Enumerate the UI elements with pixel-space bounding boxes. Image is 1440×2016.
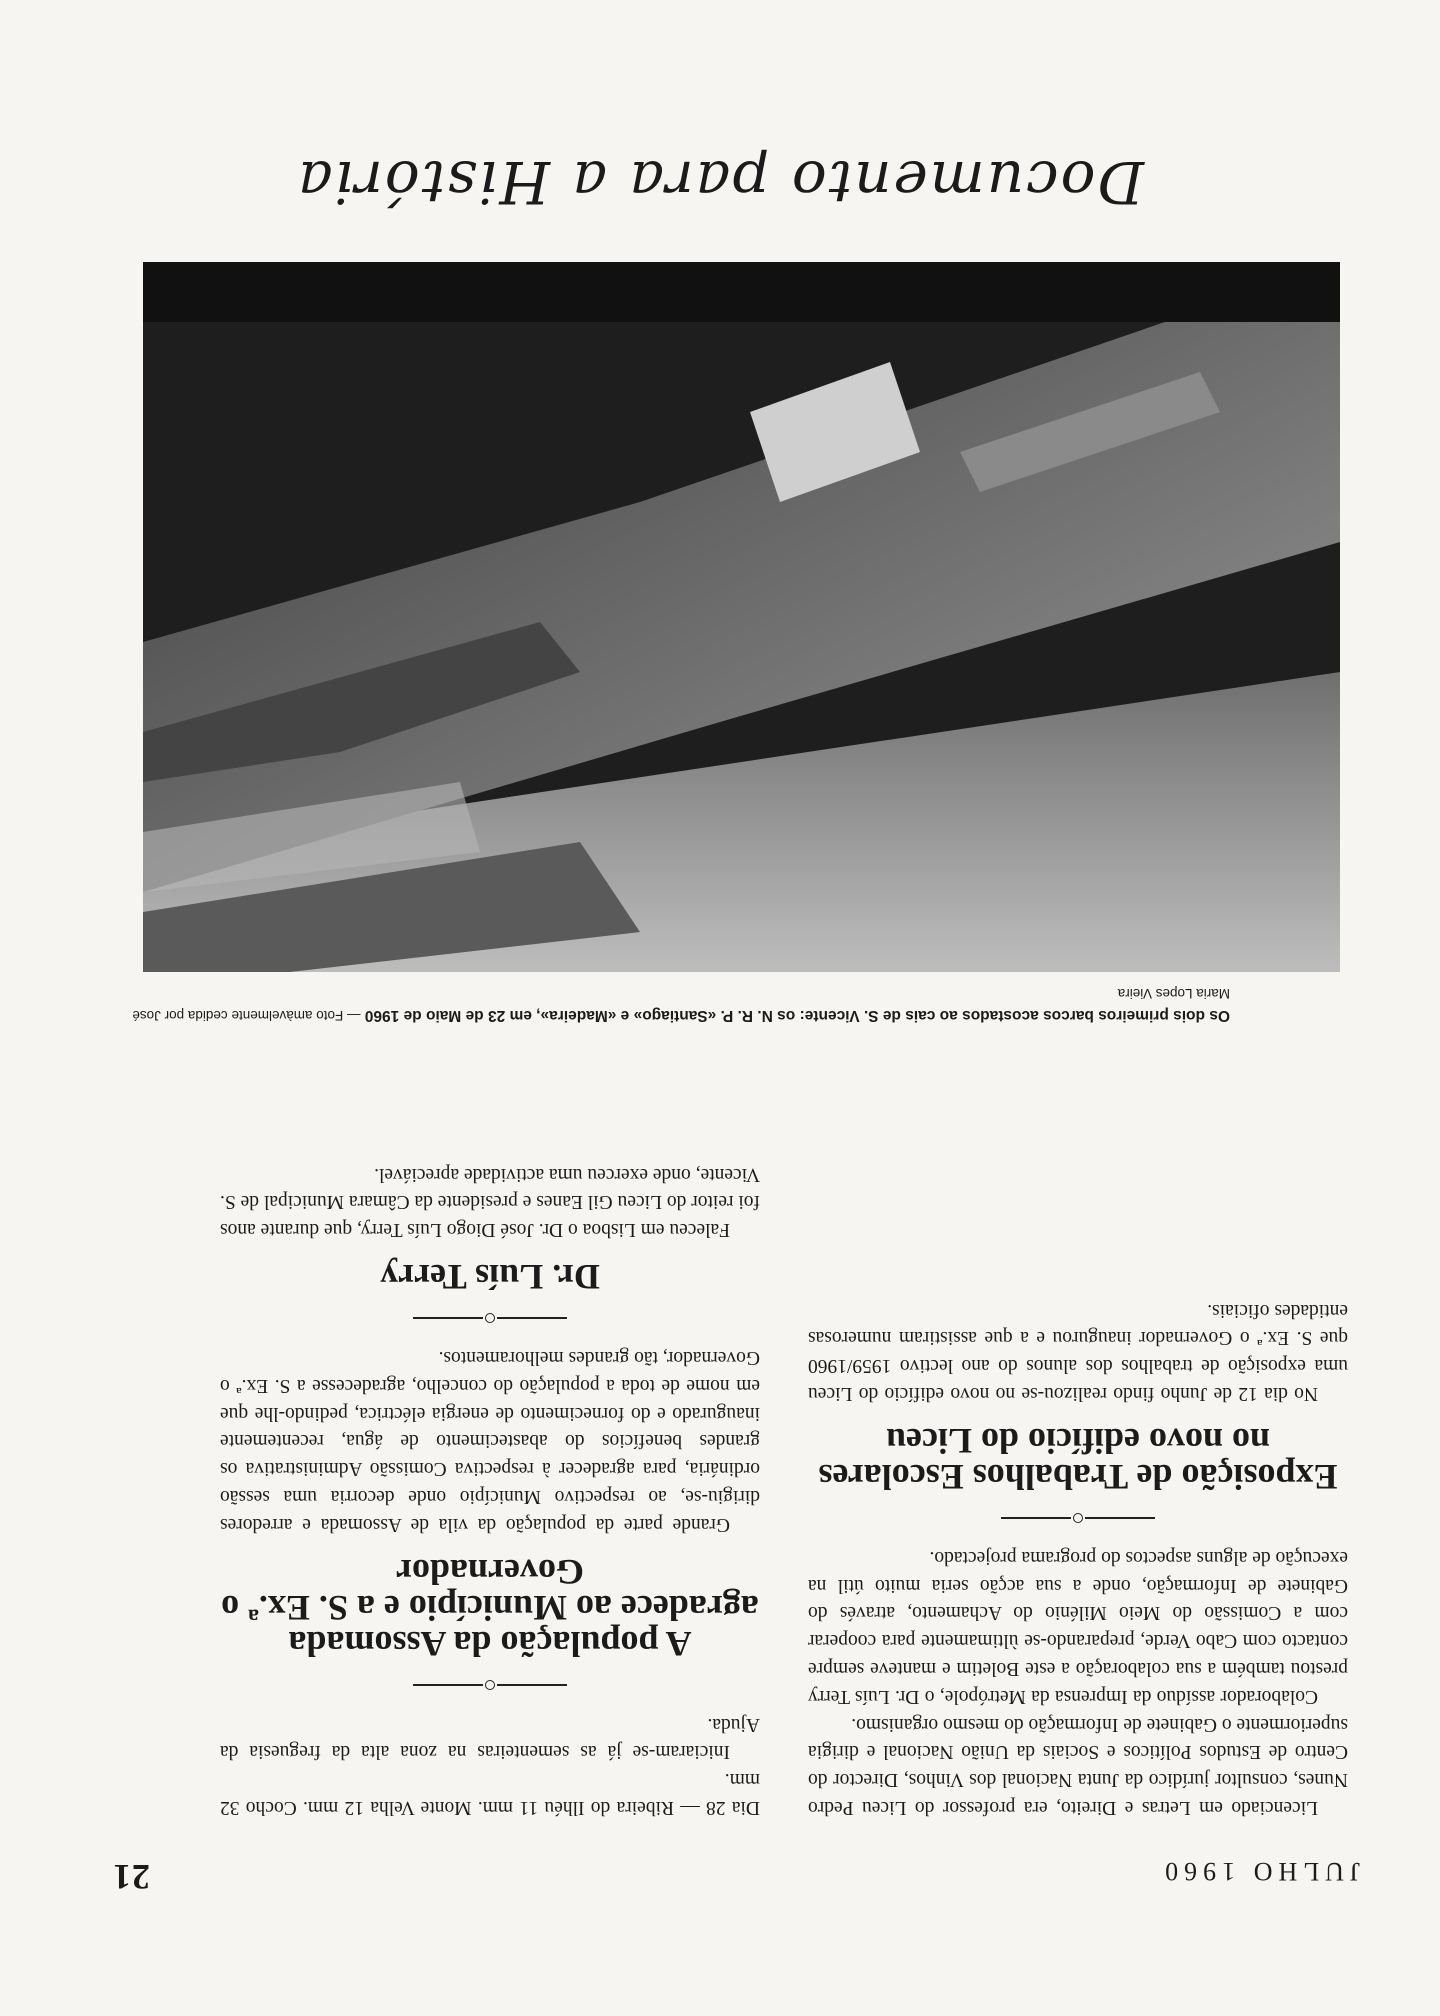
right-column	[808, 1296, 1348, 1821]
harbour-photograph	[143, 262, 1340, 972]
caption-credit: — Foto amàvelmente cedida por José Maria Lopes Vieira	[132, 986, 1230, 1023]
headline-assomada: A população da Assomada agradece ao Município e a S. Ex.ª o Governador	[221, 1551, 759, 1664]
footer-script-title: Documento para a História	[295, 148, 1145, 216]
article-paragraph: Colaborador assíduo da Imprensa da Metrópole, o Dr. Luís Terry prestou também a sua colaboração a este Boletim e manteve sempre contacto com Cabo Verde, preparando-se ùltimamente para cooperar com a Comissão do Meio Milénio do Achamento, através do Gabinete de Informação, onde a sua acção seria muito útil na execução de alguns aspectos do programa projectado.	[808, 1546, 1348, 1707]
article-paragraph: Licenciado em Letras e Direito, era professor do Liceu Pedro Nunes, consultor jurídico da Junta Nacional dos Vinhos, Director do Centro de Estudos Políticos e Sociais da União Nacional e dirigia superiormente o Gabinete de Informação do mesmo organismo.	[808, 1713, 1348, 1818]
headline-exposicao: Exposição de Trabalhos Escolares no novo edifício do Liceu	[818, 1421, 1338, 1498]
article-paragraph: No dia 12 de Junho findo realizou-se no novo edifício do Liceu uma exposição de trabalhos dos alunos do ano lectivo 1959/1960 que S. Ex.ª o Governador inaugurou e a que assistiram numerosas entidades oficiais.	[808, 1299, 1348, 1405]
article-paragraph: Grande parte da população da vila de Assomada e arredores dirigiu-se, ao respectivo Município onde decorria uma sessão ordinária, para agradecer à respectiva Comissão Administrativa os grandes benefícios do abastecimento de água, recentemente inaugurado e do fornecimento de energia eléctrica, pedindo-lhe que em nome de toda a população do concelho, agradecesse a S. Ex.ª o Governador, tão grandes melhoramentos.	[220, 1347, 760, 1535]
section-divider	[220, 1674, 760, 1696]
section-divider	[220, 1307, 760, 1329]
section-divider	[808, 1507, 1348, 1529]
photo-image	[143, 262, 1340, 972]
weather-paragraph: Dia 28 — Ribeira do Ilhéu 11 mm. Monte Velha 12 mm. Cocho 32 mm.	[220, 1769, 760, 1818]
article-paragraph: Faleceu em Lisboa o Dr. José Diogo Luís Terry, que durante anos foi reitor do Liceu Gil Eanes e presidente da Câmara Municipal de S. Vicente, onde exerceu uma actividade apreciável.	[220, 1163, 760, 1241]
running-head: JULHO 1960	[1159, 1857, 1360, 1886]
left-column	[220, 1160, 760, 1821]
photo-caption	[130, 982, 1230, 1026]
caption-text: Os dois primeiros barcos acostados ao cais de S. Vicente: os N. R. P. «Santiago» e «Madeira», em 23 de Maio de 1960	[364, 1007, 1230, 1024]
weather-paragraph: Iniciaram-se já as sementeiras na zona alta da freguesia da Ajuda.	[220, 1713, 760, 1763]
page-number: 21	[112, 1857, 150, 1897]
headline-luis-terry: Dr. Luís Terry	[380, 1257, 600, 1298]
